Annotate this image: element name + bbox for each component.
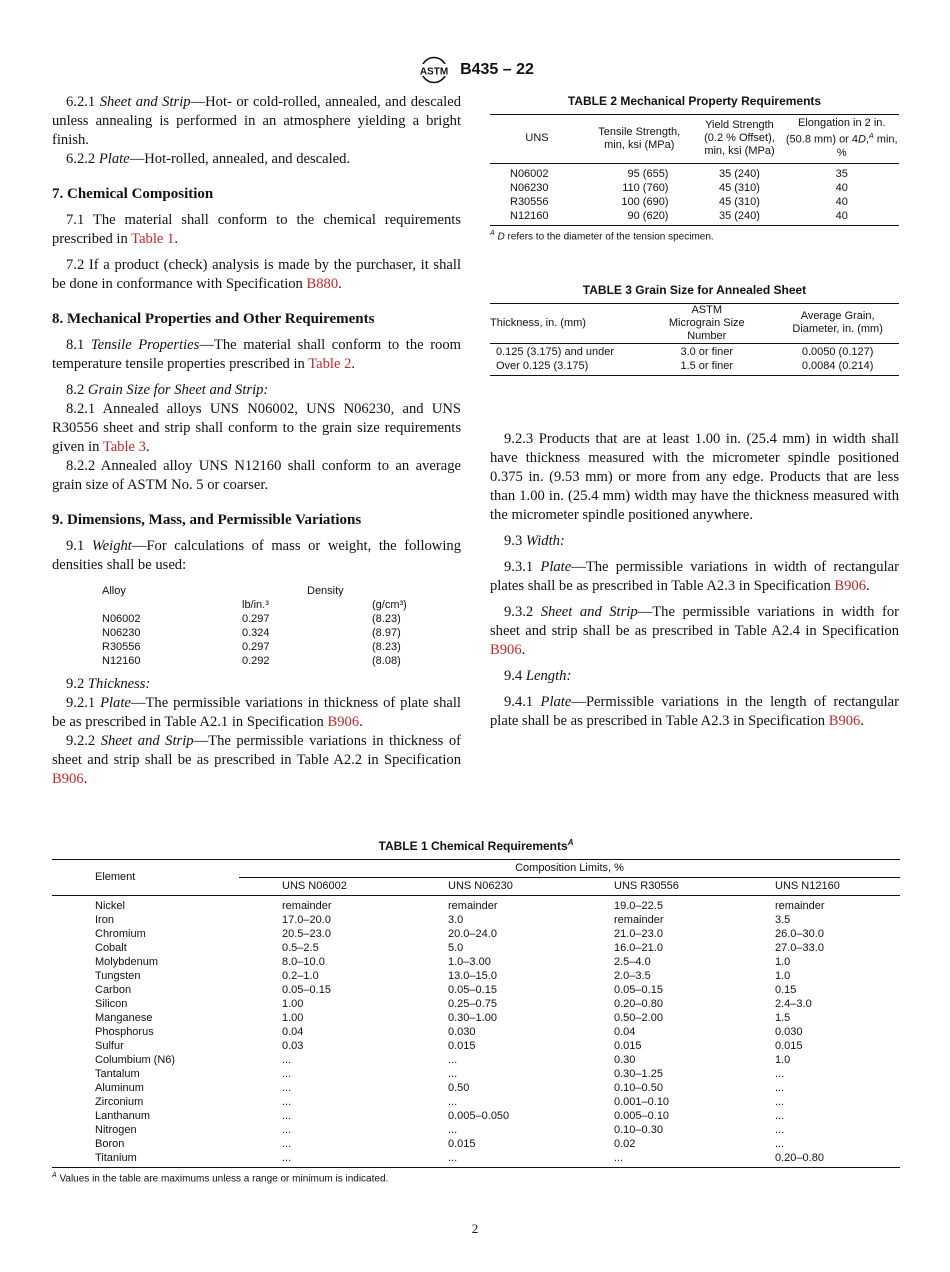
composition-value: ...: [282, 1068, 292, 1080]
element-name: Titanium: [52, 1151, 239, 1168]
table-row: Over 0.125 (3.175) 1.5 or finer 0.0084 (0.214): [490, 359, 899, 376]
b906-link[interactable]: B906: [834, 578, 867, 594]
composition-value: 16.0–21.0: [614, 942, 663, 954]
composition-value: 0.2–1.0: [282, 970, 319, 982]
para-8-1: 8.1 Tensile Properties—The material shall conform to the room temperature tensile properties prescribed in Table 2.: [52, 337, 461, 372]
element-name: Carbon: [95, 984, 132, 996]
element-name: Aluminum: [95, 1082, 144, 1094]
element-name: Nitrogen: [95, 1124, 137, 1136]
table-row: [52, 997, 900, 1011]
composition-value: 1.0: [775, 956, 791, 968]
composition-value: 0.005–0.10: [614, 1110, 670, 1122]
composition-value: 0.02: [614, 1138, 636, 1150]
composition-value: 0.015: [448, 1138, 476, 1150]
composition-value: 1.0: [775, 1054, 791, 1066]
table-2: [490, 114, 899, 226]
table-row: [52, 1109, 900, 1123]
composition-value: 3.0: [448, 914, 464, 926]
table-row: [52, 1081, 900, 1095]
para-9-2-2: 9.2.2 Sheet and Strip—The permissible variations in thickness of sheet and strip shall be as prescribed in Table A2.2 in Specification B906.: [52, 733, 461, 787]
composition-value: 2.5–4.0: [614, 956, 651, 968]
composition-value: ...: [775, 1082, 785, 1094]
composition-value: remainder: [614, 914, 664, 926]
composition-value: 1.5: [775, 1012, 791, 1024]
table-2-title: TABLE 2 Mechanical Property Requirements: [567, 94, 822, 108]
page-number: 2: [471, 1221, 479, 1236]
para-8-2-1: 8.2.1 Annealed alloys UNS N06002, UNS N06230, and UNS R30556 sheet and strip shall conform to the grain size requirements given in Table 3.: [52, 401, 461, 455]
element-name: Sulfur: [95, 1040, 124, 1052]
para-8-2-2: 8.2.2 Annealed alloy UNS N12160 shall conform to an average grain size of ASTM No. 5 or coarser.: [52, 458, 461, 493]
para-6-2-2: 6.2.2 Plate—Hot-rolled, annealed, and descaled.: [66, 151, 351, 167]
density-row: N06002 0.297 (8.23): [102, 613, 401, 625]
density-table: [52, 584, 461, 668]
element-name: Phosphorus: [95, 1026, 154, 1038]
composition-value: 0.030: [775, 1026, 803, 1038]
composition-value: 1.0: [775, 970, 791, 982]
table-row: [52, 1095, 900, 1109]
composition-value: 0.05–0.15: [448, 984, 497, 996]
composition-value: 0.04: [282, 1026, 304, 1038]
composition-value: 0.015: [775, 1040, 803, 1052]
table-row: [52, 1067, 900, 1081]
composition-value: 20.0–24.0: [448, 928, 497, 940]
table-row: R30556 100 (690) 45 (310) 40: [510, 195, 848, 208]
composition-value: ...: [282, 1138, 292, 1150]
t1-col-header: UNS N12160: [732, 878, 900, 896]
composition-value: 8.0–10.0: [282, 956, 325, 968]
composition-value: ...: [571, 1151, 732, 1168]
t3-header-astm: ASTM Micrograin Size Number: [637, 303, 776, 343]
element-name: Chromium: [95, 928, 146, 940]
table-1-footnote: $^A$ Values in the table are maximums unless a range or minimum is indicated.: [52, 1172, 389, 1185]
left-column: [52, 93, 461, 789]
composition-value: 5.0: [448, 942, 464, 954]
element-name: Tungsten: [95, 970, 141, 982]
composition-value: ...: [282, 1054, 292, 1066]
composition-value: ...: [282, 1096, 292, 1108]
composition-value: 0.50–2.00: [614, 1012, 663, 1024]
composition-value: ...: [282, 1082, 292, 1094]
table-row: [52, 1011, 900, 1025]
document-designation: B435 – 22: [460, 61, 534, 78]
composition-value: 19.0–22.5: [614, 900, 663, 912]
table-row: [52, 913, 900, 927]
table-row: 0.125 (3.175) and under 3.0 or finer 0.0050 (0.127): [496, 345, 874, 358]
table-3-link[interactable]: Table 3: [102, 439, 146, 455]
composition-value: 0.05–0.15: [614, 984, 663, 996]
composition-value: ...: [775, 1138, 785, 1150]
table-row: N06002 95 (655) 35 (240) 35: [510, 167, 848, 180]
table-row: [52, 1137, 900, 1151]
table-row: [52, 1039, 900, 1053]
composition-value: 0.25–0.75: [448, 998, 497, 1010]
composition-value: ...: [448, 1124, 458, 1136]
composition-value: ...: [775, 1124, 785, 1136]
t2-header-elongation: Elongation in 2 in. (50.8 mm) or 4D,$^A$ min, %: [784, 115, 899, 164]
t2-header-tensile: Tensile Strength, min, ksi (MPa): [584, 115, 694, 164]
element-name: Cobalt: [95, 942, 127, 954]
b906-link[interactable]: B906: [828, 713, 861, 729]
composition-value: ...: [775, 1110, 785, 1122]
composition-value: 2.4–3.0: [775, 998, 812, 1010]
element-name: Tantalum: [95, 1068, 140, 1080]
t1-header-composition: Composition Limits, %: [239, 860, 900, 878]
composition-value: 0.50: [448, 1082, 470, 1094]
table-1-link[interactable]: Table 1: [131, 231, 175, 247]
density-col-alloy: Alloy: [102, 585, 126, 597]
table-row: [52, 896, 900, 914]
para-6-2-1: 6.2.1 Sheet and Strip—Hot- or cold-rolled, annealed, and descaled unless annealing is performed in an atmosphere yielding a bright finish.: [52, 94, 461, 148]
composition-value: 26.0–30.0: [775, 928, 824, 940]
b906-link[interactable]: B906: [327, 714, 360, 730]
composition-value: remainder: [448, 900, 498, 912]
composition-value: remainder: [282, 900, 332, 912]
right-column-tables: [490, 93, 899, 376]
composition-value: 0.5–2.5: [282, 942, 319, 954]
element-name: Silicon: [95, 998, 128, 1010]
table-row: N12160 90 (620) 35 (240) 40: [490, 209, 899, 226]
para-9-4: 9.4 Length:: [504, 668, 572, 684]
para-8-2: 8.2 Grain Size for Sheet and Strip:: [66, 382, 269, 398]
section-heading-9: 9. Dimensions, Mass, and Permissible Variations: [52, 512, 362, 528]
composition-value: ...: [448, 1054, 458, 1066]
density-row: R30556 0.297 (8.23): [102, 641, 401, 653]
composition-value: 0.10–0.30: [614, 1124, 663, 1136]
composition-value: 0.15: [775, 984, 797, 996]
section-heading-7: 7. Chemical Composition: [52, 186, 214, 202]
composition-value: 0.015: [448, 1040, 476, 1052]
para-9-3-2: 9.3.2 Sheet and Strip—The permissible variations in width for sheet and strip shall be as prescribed in Table A2.4 in Specification B906.: [490, 604, 899, 658]
t1-col-header: UNS R30556: [571, 878, 732, 896]
composition-value: 17.0–20.0: [282, 914, 331, 926]
table-2-link[interactable]: Table 2: [308, 356, 352, 372]
t3-header-thickness: Thickness, in. (mm): [490, 303, 637, 343]
composition-value: 13.0–15.0: [448, 970, 497, 982]
density-row: N12160 0.292 (8.08): [102, 655, 401, 667]
t2-header-yield: Yield Strength (0.2 % Offset), min, ksi (MPa): [694, 115, 784, 164]
composition-value: 0.05–0.15: [282, 984, 331, 996]
composition-value: ...: [239, 1151, 405, 1168]
para-9-1: 9.1 Weight—For calculations of mass or weight, the following densities shall be used:: [52, 538, 461, 573]
para-9-3: 9.3 Width:: [504, 533, 565, 549]
composition-value: remainder: [775, 900, 825, 912]
t2-header-uns: UNS: [490, 115, 584, 164]
table-row: [52, 1123, 900, 1137]
t1-header-element: Element: [52, 860, 239, 896]
page-header: [0, 56, 950, 84]
composition-value: 0.04: [614, 1026, 636, 1038]
density-row: N06230 0.324 (8.97): [102, 627, 401, 639]
element-name: Molybdenum: [95, 956, 158, 968]
right-column-text: [490, 430, 899, 731]
table-1-block: [52, 835, 900, 1184]
table-3-title: TABLE 3 Grain Size for Annealed Sheet: [582, 282, 807, 297]
para-9-2-3: 9.2.3 Products that are at least 1.00 in. (25.4 mm) in width shall have thickness measured with the micrometer spindle positioned 0.375 in. (9.53 mm) or more from any edge. Products that are less than 1.00 in. (25.4 mm) width may have the thickness measured with the micrometer spindle positioned anywhere.: [490, 431, 899, 523]
table-row: [52, 955, 900, 969]
composition-value: ...: [775, 1068, 785, 1080]
table-row: [52, 983, 900, 997]
table-1-title: TABLE 1 Chemical Requirements$^A$: [378, 838, 574, 853]
composition-value: 0.20–0.80: [614, 998, 663, 1010]
density-col-density: Density: [307, 585, 344, 597]
table-row: [52, 1053, 900, 1067]
element-name: Boron: [95, 1138, 125, 1150]
composition-value: ...: [405, 1151, 571, 1168]
composition-value: ...: [448, 1096, 458, 1108]
composition-value: 0.001–0.10: [614, 1096, 670, 1108]
composition-value: 1.0–3.00: [448, 956, 491, 968]
para-9-2: 9.2 Thickness:: [66, 676, 151, 692]
element-name: Zirconium: [95, 1096, 144, 1108]
composition-value: 0.30: [614, 1054, 636, 1066]
t1-col-header: UNS N06002: [239, 878, 405, 896]
table-1: [52, 859, 900, 1168]
t1-col-header: UNS N06230: [405, 878, 571, 896]
composition-value: 0.10–0.50: [614, 1082, 663, 1094]
density-unit-g: (g/cm³): [372, 599, 407, 611]
b880-link[interactable]: B880: [306, 276, 339, 292]
composition-value: 0.20–0.80: [732, 1151, 900, 1168]
element-name: Manganese: [95, 1012, 153, 1024]
composition-value: 1.00: [282, 1012, 304, 1024]
para-9-4-1: 9.4.1 Plate—Permissible variations in the length of rectangular plate shall be as prescribed in Table A2.3 in Specification B906.: [490, 694, 900, 729]
composition-value: ...: [282, 1110, 292, 1122]
composition-value: 0.30–1.00: [448, 1012, 497, 1024]
composition-value: ...: [448, 1068, 458, 1080]
table-row: [52, 969, 900, 983]
composition-value: ...: [282, 1124, 292, 1136]
composition-value: 21.0–23.0: [614, 928, 663, 940]
para-9-3-1: 9.3.1 Plate—The permissible variations in width of rectangular plates shall be as prescribed in Table A2.3 in Specification B906.: [490, 559, 899, 594]
element-name: Nickel: [95, 900, 125, 912]
table-row: N06230 110 (760) 45 (310) 40: [510, 181, 848, 194]
table-row: [52, 927, 900, 941]
t3-header-avg: Average Grain, Diameter, in. (mm): [776, 303, 899, 343]
element-name: Iron: [95, 914, 114, 926]
section-heading-8: 8. Mechanical Properties and Other Requirements: [52, 311, 375, 327]
composition-value: ...: [775, 1096, 785, 1108]
b906-link[interactable]: B906: [490, 642, 522, 658]
composition-value: 3.5: [775, 914, 791, 926]
element-name: Columbium (N6): [95, 1054, 176, 1066]
table-row: [52, 1025, 900, 1039]
logo-text: ASTM: [419, 66, 449, 78]
composition-value: 0.005–0.050: [448, 1110, 510, 1122]
composition-value: 27.0–33.0: [775, 942, 824, 954]
composition-value: 0.03: [282, 1040, 304, 1052]
para-7-2: 7.2 If a product (check) analysis is made by the purchaser, it shall be done in conformance with Specification B880.: [52, 257, 461, 292]
composition-value: 2.0–3.5: [614, 970, 651, 982]
composition-value: 1.00: [282, 998, 304, 1010]
density-unit-lb: lb/in.³: [242, 599, 269, 611]
composition-value: 0.30–1.25: [614, 1068, 663, 1080]
astm-logo-icon: [416, 56, 452, 84]
para-9-2-1: 9.2.1 Plate—The permissible variations in thickness of plate shall be as prescribed in Table A2.1 in Specification B906.: [52, 695, 461, 730]
composition-value: 0.030: [448, 1026, 476, 1038]
table-2-footnote: $^A$ D refers to the diameter of the tension specimen.: [490, 229, 714, 242]
table-row: [52, 941, 900, 955]
composition-value: 20.5–23.0: [282, 928, 331, 940]
para-7-1: 7.1 The material shall conform to the chemical requirements prescribed in Table 1.: [52, 212, 461, 247]
table-row: [52, 1151, 900, 1168]
b906-link[interactable]: B906: [52, 771, 84, 787]
composition-value: 0.015: [614, 1040, 642, 1052]
element-name: Lanthanum: [95, 1110, 151, 1122]
table-3: [490, 303, 899, 376]
